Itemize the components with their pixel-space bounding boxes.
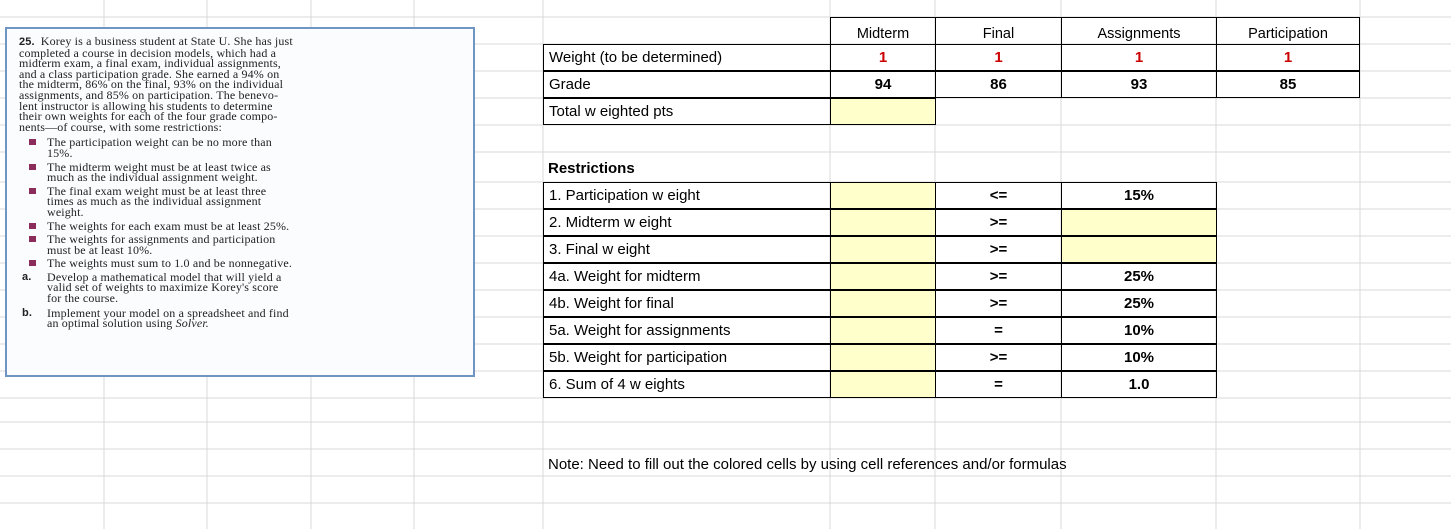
bullet-line: The weights for each exam must be at least 25%. (47, 218, 290, 233)
weight-row-label[interactable]: Weight (to be determined) (543, 44, 831, 71)
square-bullet-icon (29, 139, 36, 145)
restriction-rhs-cell[interactable]: 25% (1061, 290, 1217, 317)
square-bullet-icon (29, 236, 36, 242)
part-a-line: Develop a mathematical model that will yield a (47, 269, 282, 284)
header-final[interactable]: Final (935, 17, 1062, 45)
restriction-label[interactable]: 4b. Weight for final (543, 290, 831, 317)
part-a-line: valid set of weights to maximize Korey's score (47, 280, 279, 295)
restriction-label[interactable]: 4a. Weight for midterm (543, 263, 831, 290)
restriction-operator[interactable]: >= (935, 344, 1062, 371)
restriction-label[interactable]: 6. Sum of 4 w eights (543, 371, 831, 398)
bullet-item (19, 218, 463, 233)
part-b-line: an optimal solution using Solver. (47, 316, 209, 331)
restriction-label[interactable]: 3. Final w eight (543, 236, 831, 263)
restriction-label[interactable]: 1. Participation w eight (543, 182, 831, 209)
restriction-rhs-cell[interactable]: 25% (1061, 263, 1217, 290)
weight-final-cell[interactable]: 1 (935, 44, 1062, 71)
restriction-rhs-cell[interactable]: 10% (1061, 317, 1217, 344)
bullet-line: times as much as the individual assignment (47, 194, 262, 209)
restriction-operator[interactable]: >= (935, 263, 1062, 290)
restriction-lhs-cell[interactable] (830, 317, 936, 344)
weight-assignments-cell[interactable]: 1 (1061, 44, 1217, 71)
part-b-label: b. (22, 306, 33, 319)
grade-final-cell[interactable]: 86 (935, 71, 1062, 98)
weight-participation-cell[interactable]: 1 (1216, 44, 1360, 71)
problem-intro-line: their own weights for each of the four grade compo- (19, 109, 278, 124)
grade-midterm-cell[interactable]: 94 (830, 71, 936, 98)
problem-intro (19, 36, 463, 132)
bullet-line: The midterm weight must be at least twice as (47, 159, 271, 174)
problem-intro-line: nents—of course, with some restrictions: (19, 119, 222, 134)
restriction-bullet-list (19, 137, 463, 269)
bullet-line: The weights for assignments and participation (47, 232, 276, 247)
restriction-label[interactable]: 5a. Weight for assignments (543, 317, 831, 344)
problem-number: 25. (19, 36, 35, 48)
header-assignments[interactable]: Assignments (1061, 17, 1217, 45)
problem-intro-line: completed a course in decision models, which had a (19, 45, 277, 60)
part-a-label: a. (22, 270, 32, 283)
note-text[interactable]: Note: Need to fill out the colored cells by using cell references and/or formulas (548, 456, 1067, 473)
restriction-lhs-cell[interactable] (830, 263, 936, 290)
bullet-line: much as the individual assignment weight. (47, 170, 258, 185)
part-a-line: for the course. (47, 291, 119, 306)
restriction-operator[interactable]: = (935, 317, 1062, 344)
restriction-operator[interactable]: <= (935, 182, 1062, 209)
grade-participation-cell[interactable]: 85 (1216, 71, 1360, 98)
bullet-line: weight. (47, 204, 84, 219)
bullet-line: The final exam weight must be at least three (47, 183, 267, 198)
restriction-lhs-cell[interactable] (830, 182, 936, 209)
restriction-operator[interactable]: >= (935, 290, 1062, 317)
problem-intro-line: lent instructor is allowing his students to determine (19, 98, 273, 113)
problem-excerpt-image (5, 27, 475, 377)
bullet-line: The weights must sum to 1.0 and be nonnegative. (47, 256, 293, 271)
weight-midterm-cell[interactable]: 1 (830, 44, 936, 71)
restriction-operator[interactable]: = (935, 371, 1062, 398)
restriction-operator[interactable]: >= (935, 236, 1062, 263)
bullet-item (19, 159, 463, 185)
total-row-label[interactable]: Total w eighted pts (543, 98, 831, 125)
restriction-rhs-cell[interactable]: 15% (1061, 182, 1217, 209)
square-bullet-icon (29, 188, 36, 194)
square-bullet-icon (29, 164, 36, 170)
square-bullet-icon (29, 260, 36, 266)
bullet-item (19, 137, 463, 158)
restriction-rhs-cell[interactable]: 10% (1061, 344, 1217, 371)
header-participation[interactable]: Participation (1216, 17, 1360, 45)
restriction-label[interactable]: 2. Midterm w eight (543, 209, 831, 236)
bullet-item (19, 258, 463, 269)
bullet-line: 15%. (47, 145, 73, 160)
restriction-lhs-cell[interactable] (830, 344, 936, 371)
problem-part-a (19, 269, 463, 306)
part-b-line: Implement your model on a spreadsheet and find (47, 305, 289, 320)
problem-intro-line: Korey is a business student at State U. She has just (40, 34, 293, 48)
header-midterm[interactable]: Midterm (830, 17, 936, 45)
solver-word: Solver. (175, 316, 209, 331)
restriction-rhs-cell[interactable] (1061, 236, 1217, 263)
total-weighted-points-cell[interactable] (830, 98, 936, 125)
square-bullet-icon (29, 223, 36, 229)
restriction-rhs-cell[interactable]: 1.0 (1061, 371, 1217, 398)
bullet-line: The participation weight can be no more than (47, 135, 272, 150)
problem-intro-line: the midterm, 86% on the final, 93% on the individual (19, 77, 284, 92)
restriction-operator[interactable]: >= (935, 209, 1062, 236)
grade-assignments-cell[interactable]: 93 (1061, 71, 1217, 98)
problem-part-b (19, 305, 463, 331)
restriction-label[interactable]: 5b. Weight for participation (543, 344, 831, 371)
problem-intro-line: assignments, and 85% on participation. The benevo- (19, 87, 279, 102)
restriction-lhs-cell[interactable] (830, 236, 936, 263)
bullet-item (19, 234, 463, 255)
restriction-rhs-cell[interactable] (1061, 209, 1217, 236)
grade-row-label[interactable]: Grade (543, 71, 831, 98)
restriction-lhs-cell[interactable] (830, 209, 936, 236)
problem-intro-line: midterm exam, a final exam, individual assignments, (19, 56, 281, 71)
restrictions-title[interactable]: Restrictions (548, 160, 635, 177)
bullet-item (19, 183, 463, 219)
problem-intro-line: and a class participation grade. She earned a 94% on (19, 66, 280, 81)
restriction-lhs-cell[interactable] (830, 371, 936, 398)
restriction-lhs-cell[interactable] (830, 290, 936, 317)
bullet-line: must be at least 10%. (47, 242, 153, 257)
